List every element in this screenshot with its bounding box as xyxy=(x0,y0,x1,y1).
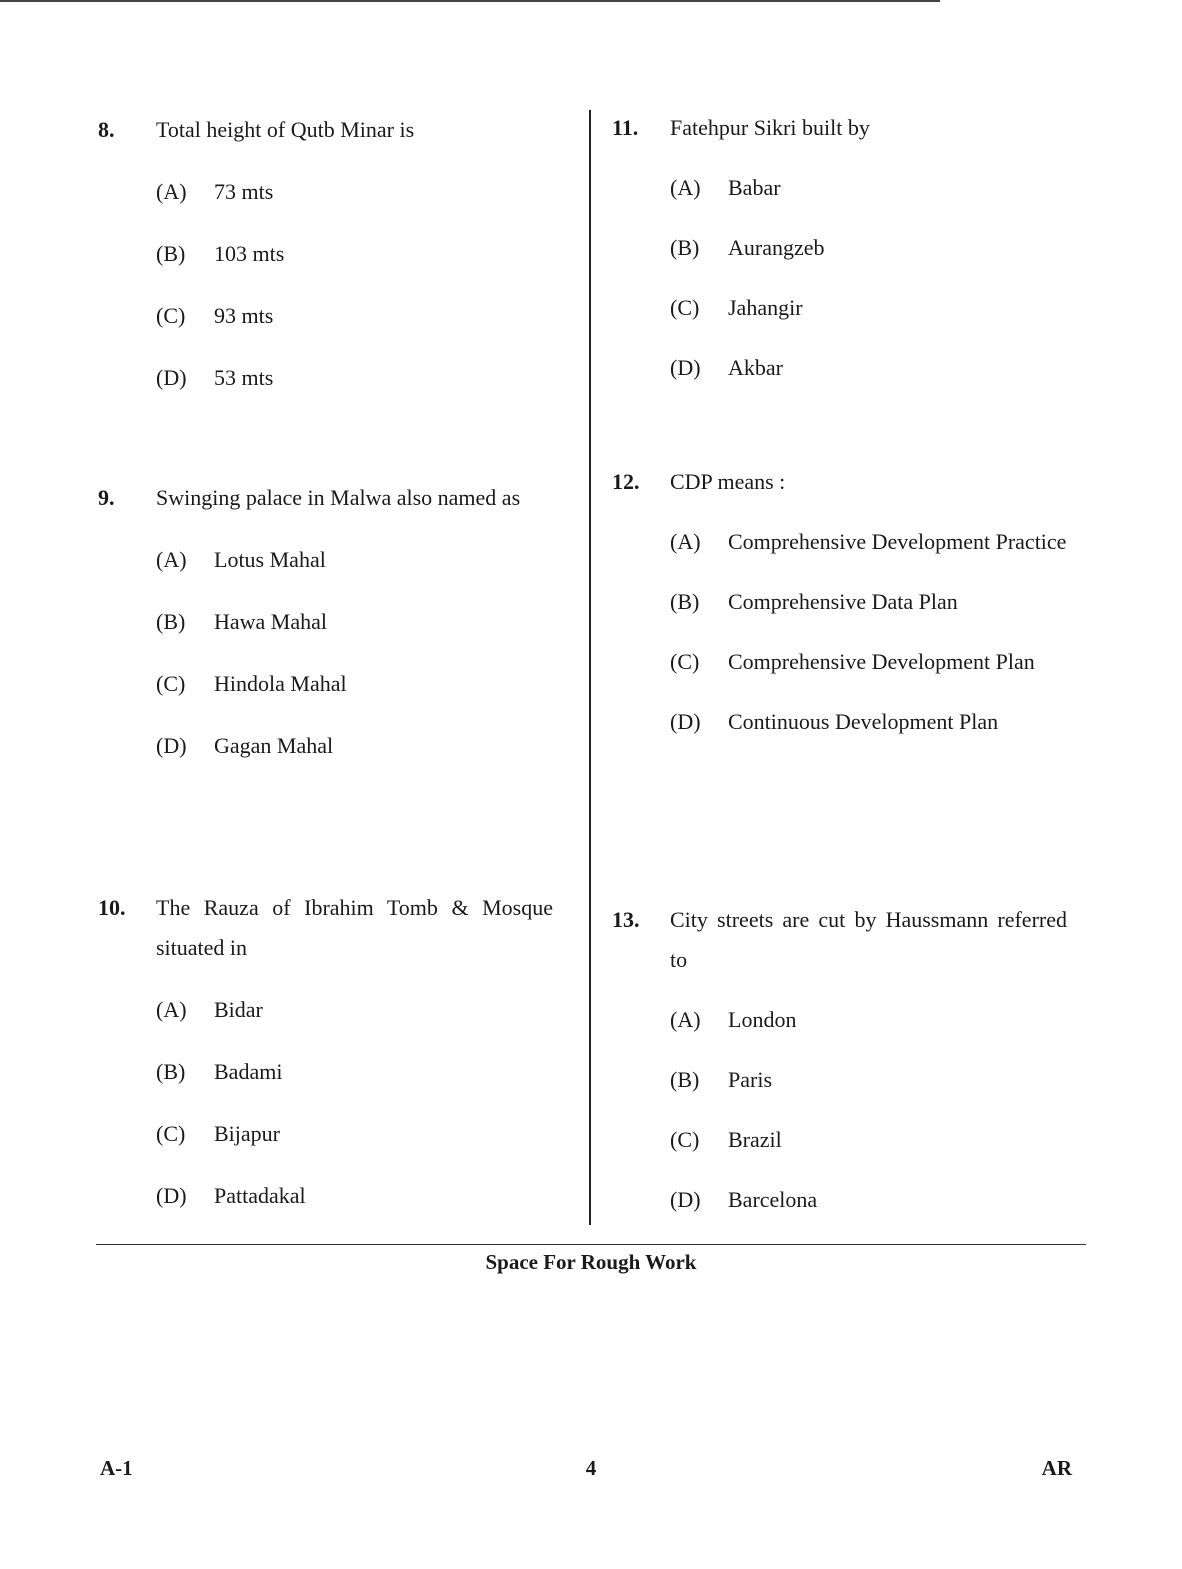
option-letter: (D) xyxy=(156,733,187,758)
option-c xyxy=(670,1120,1067,1160)
option-text: Lotus Mahal xyxy=(214,547,326,572)
question-number: 13. xyxy=(612,907,640,932)
option-b xyxy=(156,234,553,274)
question-text: City streets are cut by Haussmann referred to xyxy=(670,907,1067,972)
option-a xyxy=(156,172,553,212)
option-d xyxy=(670,1180,1067,1220)
rough-work-label: Space For Rough Work xyxy=(485,1250,697,1274)
option-list xyxy=(156,172,553,398)
option-text: Aurangzeb xyxy=(728,235,825,260)
option-list xyxy=(156,540,553,766)
question-13 xyxy=(612,900,1067,1220)
option-letter: (B) xyxy=(156,241,186,266)
question-number: 8. xyxy=(98,117,115,142)
option-text: Hindola Mahal xyxy=(214,671,347,696)
option-text: 93 mts xyxy=(214,303,274,328)
option-d xyxy=(156,358,553,398)
option-c xyxy=(156,664,553,704)
option-letter: (A) xyxy=(670,175,701,200)
option-a xyxy=(156,540,553,580)
option-list xyxy=(156,990,553,1216)
option-text: Continuous Development Plan xyxy=(728,709,999,734)
question-number: 12. xyxy=(612,469,640,494)
option-text: Brazil xyxy=(728,1127,782,1152)
option-text: Gagan Mahal xyxy=(214,733,334,758)
option-letter: (D) xyxy=(670,355,701,380)
option-text: Bijapur xyxy=(214,1121,280,1146)
option-d xyxy=(670,702,1067,742)
option-letter: (D) xyxy=(156,365,187,390)
option-d xyxy=(156,1176,553,1216)
option-b xyxy=(156,1052,553,1092)
option-letter: (B) xyxy=(156,609,186,634)
question-text: The Rauza of Ibrahim Tomb & Mosque situated in xyxy=(156,895,553,960)
option-letter: (A) xyxy=(156,179,187,204)
option-letter: (D) xyxy=(156,1183,187,1208)
option-letter: (C) xyxy=(156,671,186,696)
question-text: Swinging palace in Malwa also named as xyxy=(156,485,521,510)
option-text: 103 mts xyxy=(214,241,285,266)
question-text: CDP means : xyxy=(670,469,786,494)
option-letter: (A) xyxy=(156,997,187,1022)
question-9 xyxy=(98,478,553,766)
option-a xyxy=(670,1000,1067,1040)
question-10 xyxy=(98,888,553,1216)
option-text: Badami xyxy=(214,1059,283,1084)
rough-work-rule xyxy=(96,1244,1086,1245)
question-number: 10. xyxy=(98,895,126,920)
option-b xyxy=(670,1060,1067,1100)
option-text: 73 mts xyxy=(214,179,274,204)
footer-subject-code: AR xyxy=(1041,1456,1072,1480)
question-number: 11. xyxy=(612,115,639,140)
option-text: Akbar xyxy=(728,355,783,380)
question-text: Fatehpur Sikri built by xyxy=(670,115,870,140)
option-letter: (B) xyxy=(670,235,700,260)
option-text: Comprehensive Development Practice xyxy=(728,529,1067,554)
option-d xyxy=(156,726,553,766)
option-letter: (A) xyxy=(156,547,187,572)
option-text: Comprehensive Data Plan xyxy=(728,589,958,614)
footer-page-number: 4 xyxy=(585,1456,597,1480)
option-d xyxy=(670,348,1067,388)
option-letter: (A) xyxy=(670,529,701,554)
option-letter: (C) xyxy=(670,1127,700,1152)
option-list xyxy=(670,168,1067,388)
option-letter: (B) xyxy=(156,1059,186,1084)
option-c xyxy=(156,296,553,336)
option-text: Paris xyxy=(728,1067,772,1092)
question-12 xyxy=(612,462,1067,742)
option-c xyxy=(156,1114,553,1154)
option-text: Barcelona xyxy=(728,1187,818,1212)
option-text: 53 mts xyxy=(214,365,274,390)
option-b xyxy=(670,582,1067,622)
option-text: London xyxy=(728,1007,797,1032)
option-list xyxy=(670,522,1067,742)
option-text: Bidar xyxy=(214,997,263,1022)
option-letter: (B) xyxy=(670,1067,700,1092)
option-a xyxy=(670,522,1067,562)
option-letter: (C) xyxy=(670,295,700,320)
option-letter: (D) xyxy=(670,709,701,734)
question-8 xyxy=(98,110,553,398)
option-b xyxy=(156,602,553,642)
question-11 xyxy=(612,108,1067,388)
question-text: Total height of Qutb Minar is xyxy=(156,117,415,142)
option-c xyxy=(670,642,1067,682)
option-b xyxy=(670,228,1067,268)
option-letter: (C) xyxy=(156,1121,186,1146)
option-a xyxy=(670,168,1067,208)
option-letter: (C) xyxy=(670,649,700,674)
option-text: Babar xyxy=(728,175,781,200)
option-text: Jahangir xyxy=(728,295,803,320)
option-letter: (A) xyxy=(670,1007,701,1032)
question-number: 9. xyxy=(98,485,115,510)
footer-booklet-code: A-1 xyxy=(100,1456,133,1480)
option-a xyxy=(156,990,553,1030)
option-letter: (C) xyxy=(156,303,186,328)
option-text: Pattadakal xyxy=(214,1183,306,1208)
option-letter: (B) xyxy=(670,589,700,614)
option-text: Hawa Mahal xyxy=(214,609,328,634)
option-text: Comprehensive Development Plan xyxy=(728,649,1035,674)
option-letter: (D) xyxy=(670,1187,701,1212)
option-list xyxy=(670,1000,1067,1220)
column-divider xyxy=(589,110,591,1225)
top-rule xyxy=(0,0,940,2)
option-c xyxy=(670,288,1067,328)
